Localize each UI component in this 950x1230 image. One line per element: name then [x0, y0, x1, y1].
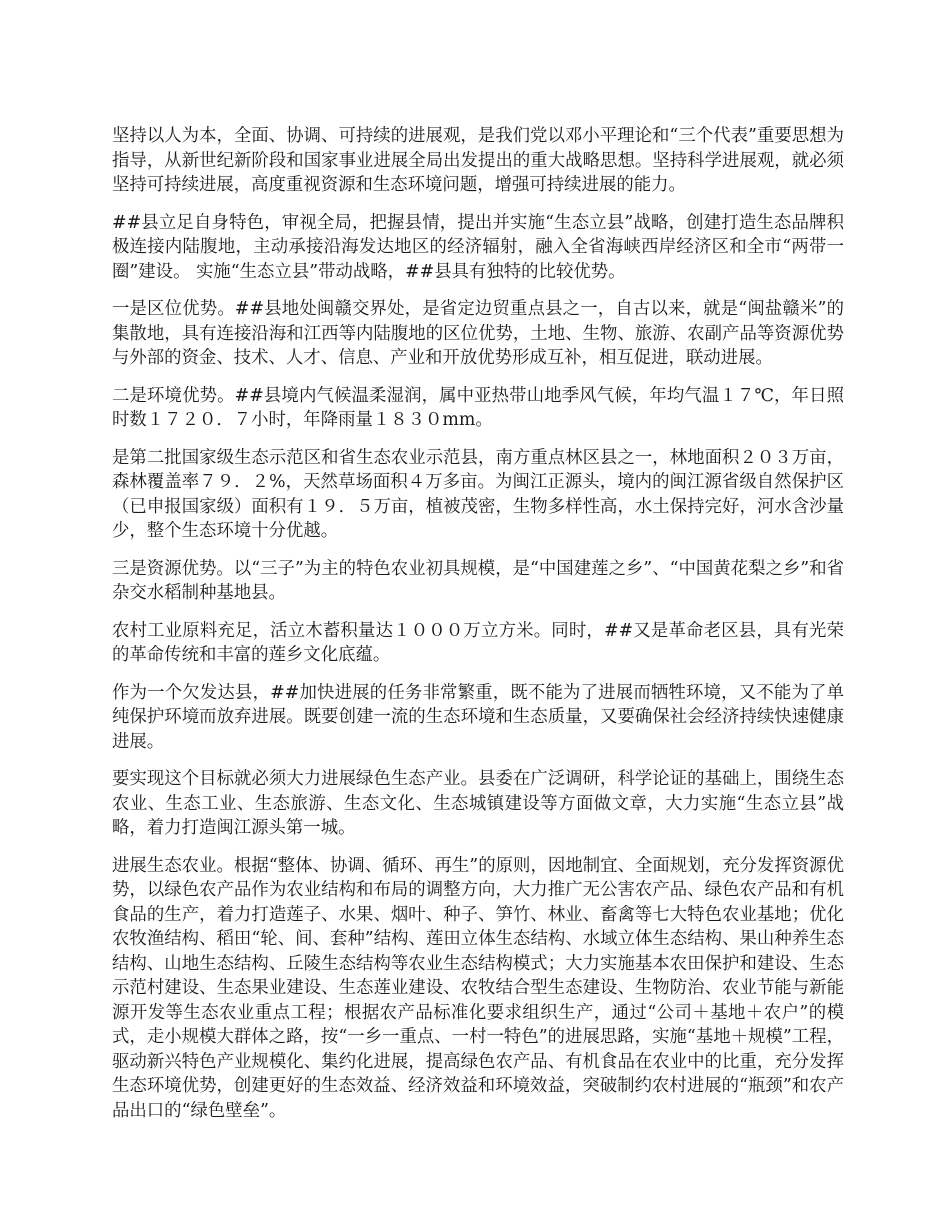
paragraph-4: 二是环境优势。##县境内气候温柔湿润，属中亚热带山地季风气候，年均气温１７℃，年日照时数１７２０．７小时，年降雨量１８３０mm。	[112, 385, 844, 430]
document-body	[112, 124, 844, 1136]
paragraph-7: 农村工业原料充足，活立木蓄积量达１０００万立方米。同时，##又是革命老区县，具有光荣的革命传统和丰富的莲乡文化底蕴。	[112, 620, 844, 665]
paragraph-1: 坚持以人为本，全面、协调、可持续的进展观，是我们党以邓小平理论和“三个代表”重要思想为指导，从新世纪新阶段和国家事业进展全局出发提出的重大战略思想。坚持科学进展观，就必须坚持可持续进展，高度重视资源和生态环境问题，增强可持续进展的能力。	[112, 126, 844, 195]
paragraph-6: 三是资源优势。以“三子”为主的特色农业初具规模，是“中国建莲之乡”、“中国黄花梨之乡”和省杂交水稻制种基地县。	[112, 558, 844, 603]
paragraph-9: 要实现这个目标就必须大力进展绿色生态产业。县委在广泛调研，科学论证的基础上，围绕生态农业、生态工业、生态旅游、生态文化、生态城镇建设等方面做文章，大力实施“生态立县”战略，着力打造闽江源头第一城。	[112, 769, 844, 838]
paragraph-5: 是第二批国家级生态示范区和省生态农业示范县，南方重点林区县之一，林地面积２０３万亩，森林覆盖率７９．２%，天然草场面积４万多亩。为闽江正源头，境内的闽江源省级自然保护区（已申报国家级）面积有１９．５万亩，植被茂密，生物多样性高，水土保持完好，河水含沙量少，整个生态环境十分优越。	[112, 447, 844, 541]
paragraph-10: 进展生态农业。根据“整体、协调、循环、再生”的原则，因地制宜、全面规划，充分发挥资源优势，以绿色农产品作为农业结构和布局的调整方向，大力推广无公害农产品、绿色农产品和有机食品的生产，着力打造莲子、水果、烟叶、种子、笋竹、林业、畜禽等七大特色农业基地；优化农牧渔结构、稻田“轮、间、套种”结构、莲田立体生态结构、水域立体生态结构、果山种养生态结构、山地生态结构、丘陵生态结构等农业生态结构模式；大力实施基本农田保护和建设、生态示范村建设、生态果业建设、生态莲业建设、农牧结合型生态建设、生物防治、农业节能与新能源开发等生态农业重点工程；根据农产品标准化要求组织生产，通过“公司＋基地＋农户”的模式，走小规模大群体之路，按“一乡一重点、一村一特色”的进展思路，实施“基地＋规模”工程，驱动新兴特色产业规模化、集约化进展，提高绿色农产品、有机食品在农业中的比重，充分发挥生态环境优势，创建更好的生态效益、经济效益和环境效益，突破制约农村进展的“瓶颈”和农产品出口的“绿色壁垒”。	[112, 855, 844, 1121]
paragraph-2: ##县立足自身特色，审视全局，把握县情，提出并实施“生态立县”战略，创建打造生态品牌积极连接内陆腹地，主动承接沿海发达地区的经济辐射，融入全省海峡西岸经济区和全市“两带一圈”建设。 实施“生态立县”带动战略，##县具有独特的比较优势。	[112, 212, 844, 282]
paragraph-3: 一是区位优势。##县地处闽赣交界处，是省定边贸重点县之一，自古以来，就是“闽盐赣米”的集散地，具有连接沿海和江西等内陆腹地的区位优势，土地、生物、旅游、农副产品等资源优势与外部的资金、技术、人才、信息、产业和开放优势形成互补，相互促进，联动进展。	[112, 299, 844, 368]
paragraph-8: 作为一个欠发达县，##加快进展的任务非常繁重，既不能为了进展而牺牲环境，又不能为了单纯保护环境而放弃进展。既要创建一流的生态环境和生态质量，又要确保社会经济持续快速健康进展。	[112, 682, 844, 752]
